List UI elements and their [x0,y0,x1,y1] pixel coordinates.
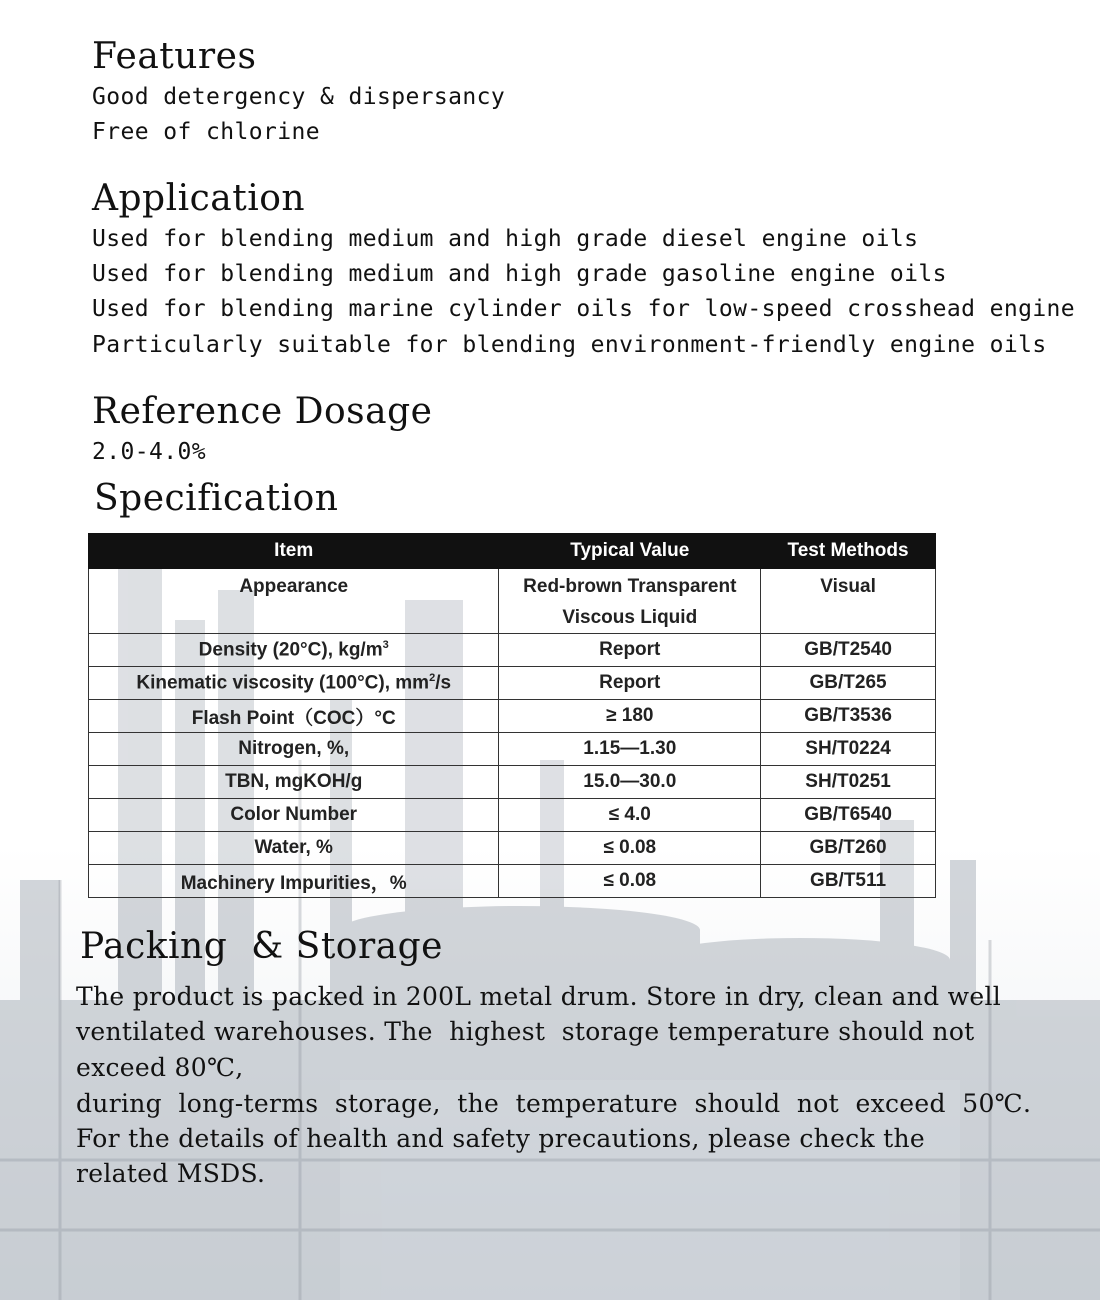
cell-value [499,569,761,634]
cell-item: Machinery Impurities，% [89,865,499,898]
application-item-3: Used for blending marine cylinder oils for low-speed crosshead engine [92,296,1076,322]
cell-item-superscript: 2 [429,671,436,684]
packing-line-2: ventilated warehouses. The highest storage temperature should not [76,1017,975,1046]
cell-item-superscript: 3 [382,638,389,651]
specification-heading: Specification [94,478,339,519]
table-row [89,569,936,634]
application-item-1: Used for blending medium and high grade diesel engine oils [92,226,919,252]
specification-table [88,533,936,898]
cell-method: GB/T2540 [761,634,936,667]
cell-item: Water, % [89,832,499,865]
packing-line-4: during long-terms storage, the temperature should not exceed 50℃. [76,1089,1032,1118]
dosage-value: 2.0-4.0% [92,439,206,465]
table-row [89,799,936,832]
application-item-4: Particularly suitable for blending environment-friendly engine oils [92,332,1047,358]
cell-item: Color Number [89,799,499,832]
cell-item [89,634,499,667]
cell-value-line2: Viscous Liquid [562,607,698,628]
cell-method: GB/T265 [761,667,936,700]
cell-item-text: Density (20°C), kg/m [198,639,383,661]
table-row [89,667,936,700]
application-item-2: Used for blending medium and high grade gasoline engine oils [92,261,947,287]
cell-value: Report [499,667,761,700]
cell-method: GB/T511 [761,865,936,898]
cell-item: TBN, mgKOH/g [89,766,499,799]
cell-method: SH/T0224 [761,733,936,766]
cell-value-line1: Red-brown Transparent [523,576,737,597]
packing-line-5: For the details of health and safety precautions, please check the [76,1124,926,1153]
table-header-row [89,534,936,569]
cell-value: ≤ 0.08 [499,832,761,865]
cell-value: Report [499,634,761,667]
cell-item-text: Kinematic viscosity (100°C), mm [136,672,430,694]
cell-method: GB/T3536 [761,700,936,733]
dosage-heading: Reference Dosage [92,391,433,432]
column-header-test-methods: Test Methods [761,534,936,569]
column-header-item: Item [89,534,499,569]
cell-method: SH/T0251 [761,766,936,799]
cell-value: ≥ 180 [499,700,761,733]
cell-method: GB/T6540 [761,799,936,832]
cell-item: Flash Point（COC）°C [89,700,499,733]
table-row [89,700,936,733]
packing-line-3: exceed 80℃, [76,1053,244,1082]
cell-value: 15.0—30.0 [499,766,761,799]
cell-value: ≤ 0.08 [499,865,761,898]
cell-item [89,667,499,700]
packing-line-1: The product is packed in 200L metal drum. Store in dry, clean and well [76,982,1002,1011]
cell-value: ≤ 4.0 [499,799,761,832]
features-heading: Features [92,36,257,77]
features-item-1: Good detergency & dispersancy [92,84,506,110]
table-row [89,733,936,766]
cell-item: Appearance [89,569,499,634]
table-row [89,865,936,898]
cell-item: Nitrogen, %, [89,733,499,766]
application-heading: Application [92,178,306,219]
packing-heading: Packing & Storage [80,926,443,967]
table-row [89,634,936,667]
table-row [89,832,936,865]
cell-item-suffix: /s [435,672,452,694]
packing-line-6: related MSDS. [76,1159,266,1188]
cell-method: Visual [761,569,936,634]
column-header-typical-value: Typical Value [499,534,761,569]
features-item-2: Free of chlorine [92,119,320,145]
table-row [89,766,936,799]
cell-method: GB/T260 [761,832,936,865]
cell-value: 1.15—1.30 [499,733,761,766]
